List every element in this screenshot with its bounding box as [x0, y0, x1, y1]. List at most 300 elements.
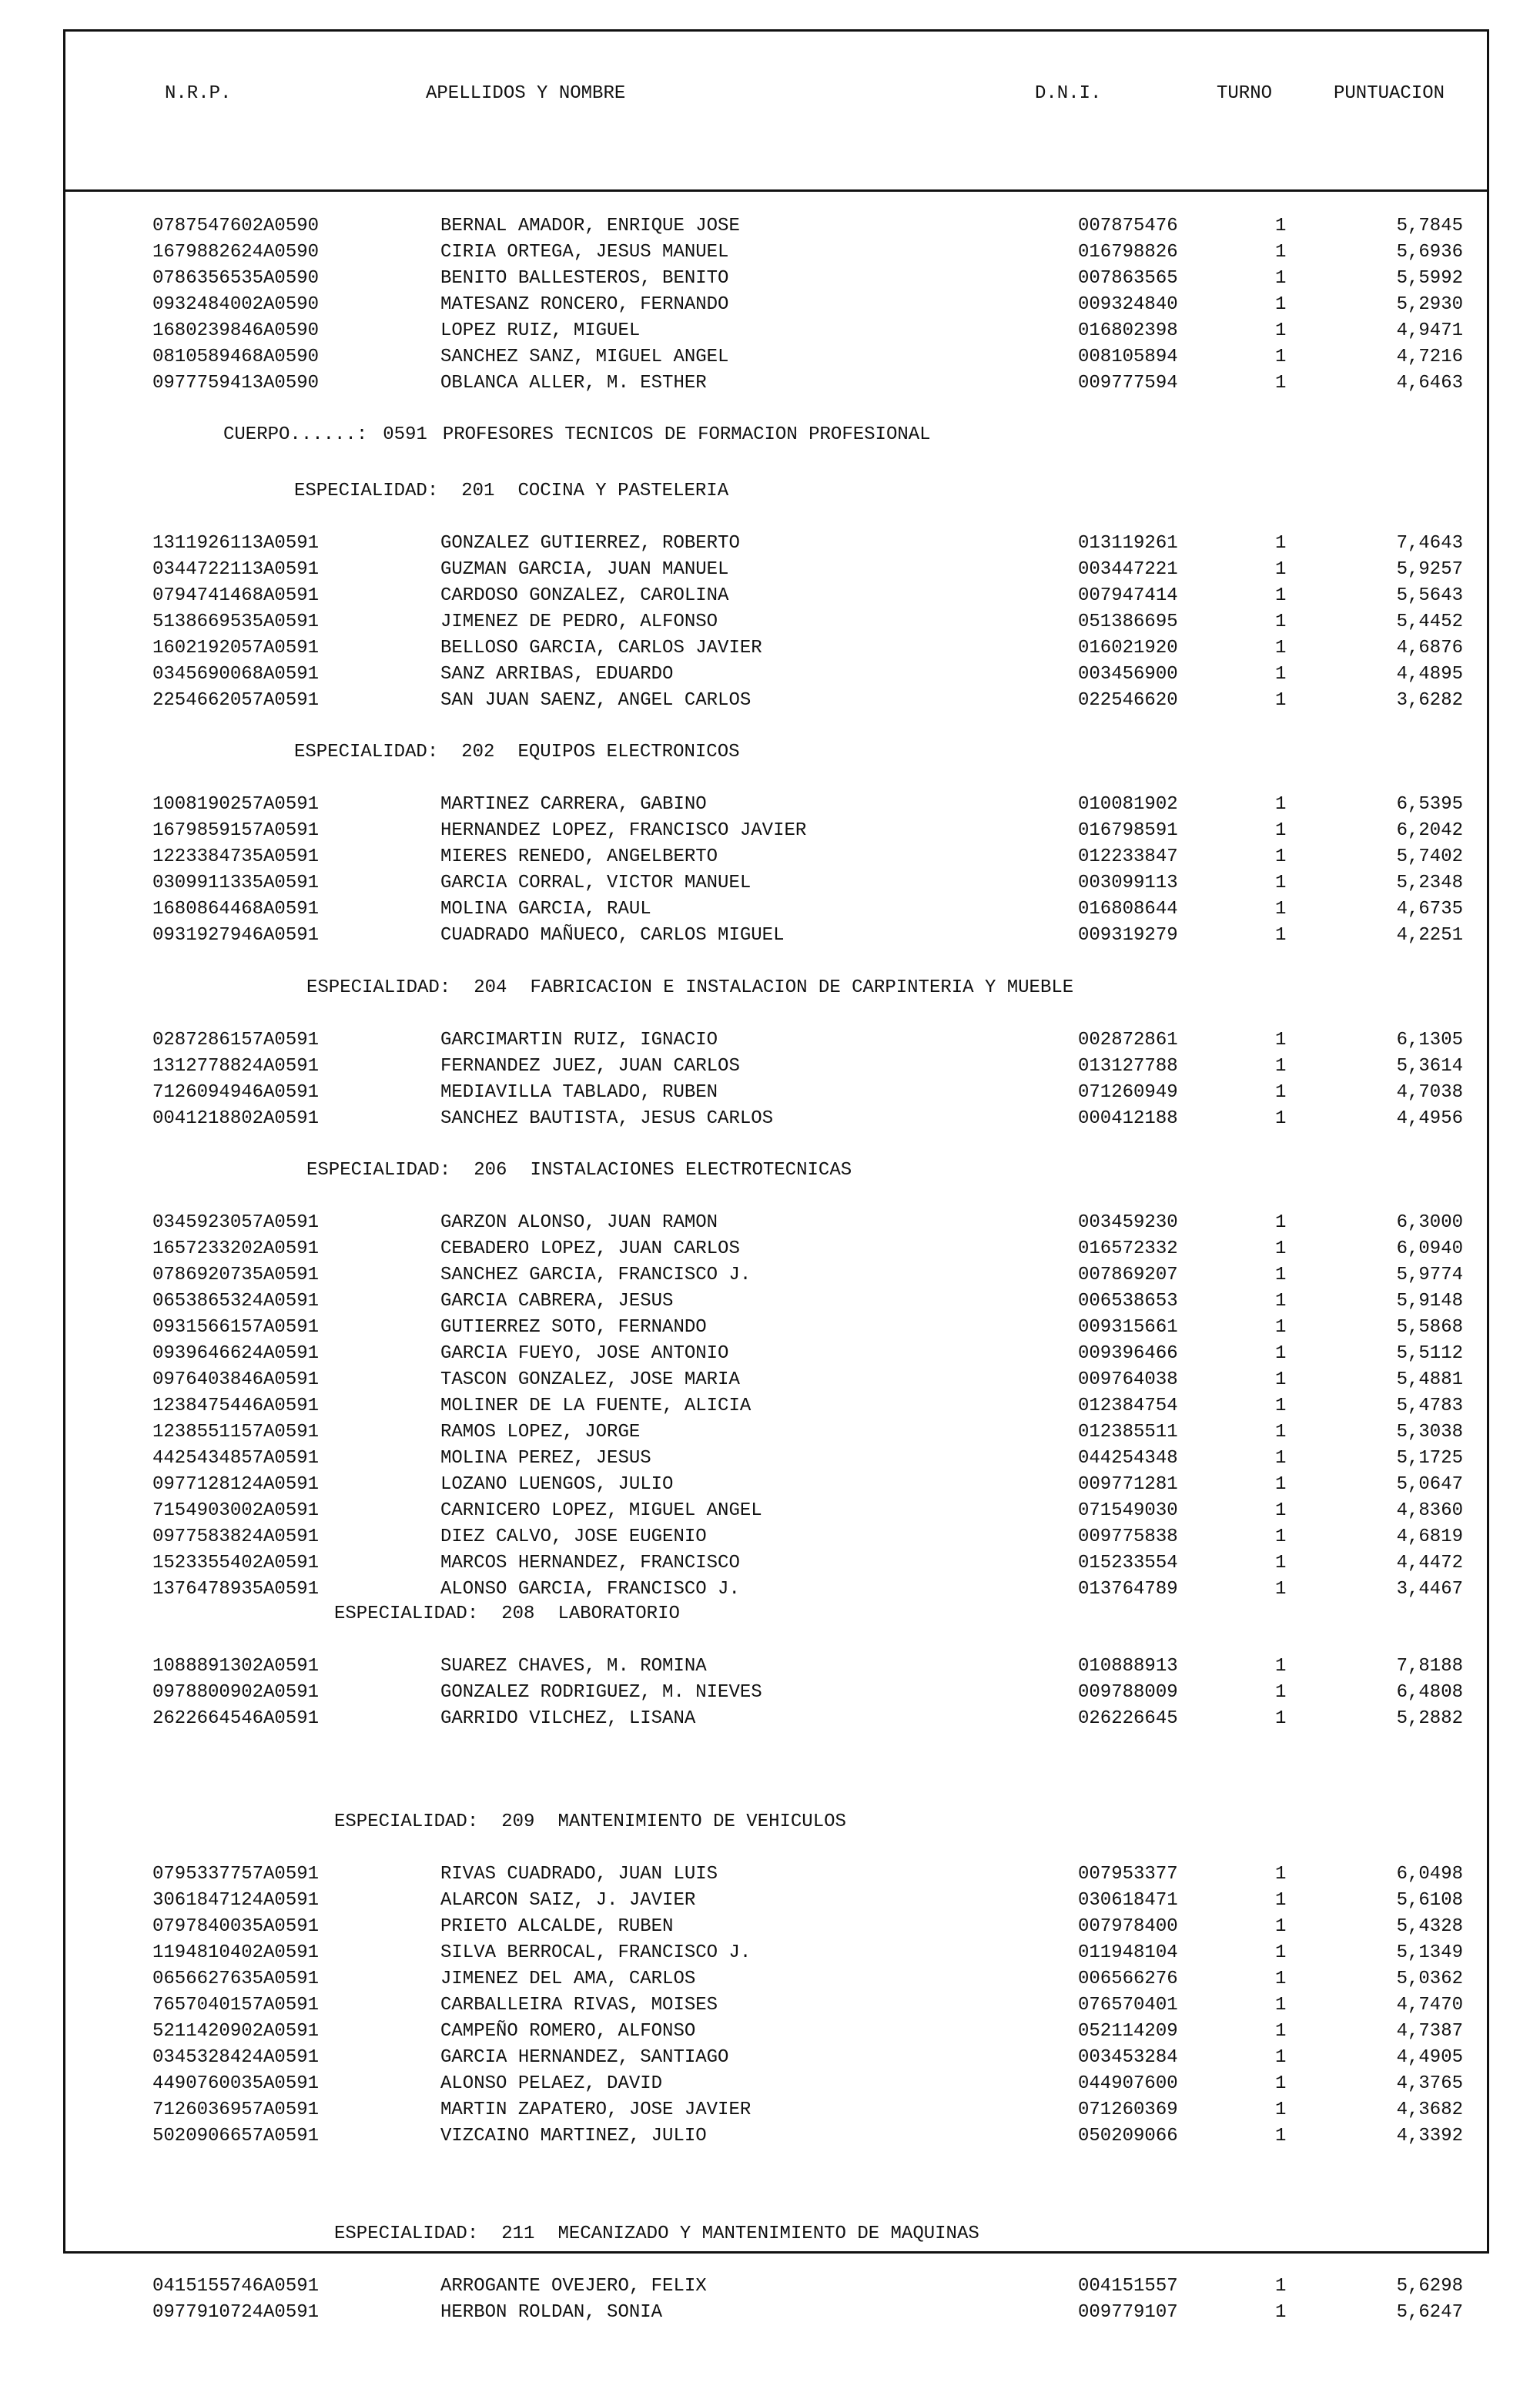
dni-cell: 006566276: [1078, 1969, 1178, 1989]
turno-cell: 1: [1275, 1030, 1287, 1051]
turno-cell: 1: [1275, 373, 1287, 394]
candidate-row: [0, 1916, 1540, 1942]
turno-cell: 1: [1275, 2047, 1287, 2068]
dni-cell: 012385511: [1078, 1422, 1178, 1443]
candidate-row: [0, 1474, 1540, 1500]
dni-cell: 000412188: [1078, 1108, 1178, 1129]
candidate-row: [0, 1682, 1540, 1708]
name-cell: FERNANDEZ JUEZ, JUAN CARLOS: [440, 1056, 740, 1077]
puntuacion-cell: 5,6298: [1396, 2276, 1463, 2297]
header-puntuacion: PUNTUACION: [1334, 83, 1445, 104]
puntuacion-cell: 4,3392: [1396, 2126, 1463, 2146]
puntuacion-cell: 5,0362: [1396, 1969, 1463, 1989]
puntuacion-cell: 6,0940: [1396, 1238, 1463, 1259]
nrp-cell: 1680239846A0590: [152, 320, 320, 341]
candidate-row: [0, 1291, 1540, 1317]
puntuacion-cell: 6,1305: [1396, 1030, 1463, 1051]
nrp-cell: 0041218802A0591: [152, 1108, 320, 1129]
puntuacion-cell: 4,7216: [1396, 347, 1463, 367]
nrp-cell: 0415155746A0591: [152, 2276, 320, 2297]
name-cell: CIRIA ORTEGA, JESUS MANUEL: [440, 242, 729, 263]
name-cell: GARCIA CABRERA, JESUS: [440, 1291, 674, 1312]
turno-cell: 1: [1275, 294, 1287, 315]
name-cell: ALONSO GARCIA, FRANCISCO J.: [440, 1579, 740, 1600]
dni-cell: 015233554: [1078, 1553, 1178, 1573]
turno-cell: 1: [1275, 1942, 1287, 1963]
header-turno: TURNO: [1217, 83, 1273, 104]
candidate-row: [0, 1579, 1540, 1605]
name-cell: CARDOSO GONZALEZ, CAROLINA: [440, 585, 729, 606]
name-cell: MATESANZ RONCERO, FERNANDO: [440, 294, 729, 315]
dni-cell: 008105894: [1078, 347, 1178, 367]
especialidad-heading: [334, 1604, 680, 1624]
nrp-cell: 1376478935A0591: [152, 1579, 320, 1600]
turno-cell: 1: [1275, 1708, 1287, 1729]
especialidad-label: ESPECIALIDAD:: [306, 1160, 451, 1181]
turno-cell: 1: [1275, 533, 1287, 554]
candidate-row: [0, 2047, 1540, 2073]
especialidad-heading: [294, 481, 728, 501]
candidate-row: [0, 268, 1540, 294]
turno-cell: 1: [1275, 1656, 1287, 1677]
puntuacion-cell: 5,6936: [1396, 242, 1463, 263]
nrp-cell: 0656627635A0591: [152, 1969, 320, 1989]
puntuacion-cell: 4,4895: [1396, 664, 1463, 685]
nrp-cell: 0810589468A0590: [152, 347, 320, 367]
name-cell: VIZCAINO MARTINEZ, JULIO: [440, 2126, 707, 2146]
dni-cell: 044254348: [1078, 1448, 1178, 1469]
candidate-row: [0, 1317, 1540, 1343]
candidate-row: [0, 1969, 1540, 1995]
candidate-row: [0, 1708, 1540, 1734]
nrp-cell: 0976403846A0591: [152, 1369, 320, 1390]
puntuacion-cell: 3,6282: [1396, 690, 1463, 711]
turno-cell: 1: [1275, 664, 1287, 685]
especialidad-code: 211: [501, 2223, 535, 2244]
candidate-row: [0, 559, 1540, 585]
especialidad-label: ESPECIALIDAD:: [294, 742, 439, 762]
candidate-row: [0, 1238, 1540, 1265]
candidate-row: [0, 2073, 1540, 2099]
dni-cell: 009788009: [1078, 1682, 1178, 1703]
puntuacion-cell: 5,9148: [1396, 1291, 1463, 1312]
nrp-cell: 0931927946A0591: [152, 925, 320, 946]
name-cell: SUAREZ CHAVES, M. ROMINA: [440, 1656, 707, 1677]
candidate-row: [0, 1056, 1540, 1082]
dni-cell: 003447221: [1078, 559, 1178, 580]
dni-cell: 044907600: [1078, 2073, 1178, 2094]
name-cell: GARCIMARTIN RUIZ, IGNACIO: [440, 1030, 718, 1051]
dni-cell: 010888913: [1078, 1656, 1178, 1677]
nrp-cell: 1680864468A0591: [152, 899, 320, 920]
turno-cell: 1: [1275, 1448, 1287, 1469]
turno-cell: 1: [1275, 1890, 1287, 1911]
name-cell: GARCIA CORRAL, VICTOR MANUEL: [440, 873, 752, 893]
name-cell: SANCHEZ GARCIA, FRANCISCO J.: [440, 1265, 752, 1285]
nrp-cell: 0309911335A0591: [152, 873, 320, 893]
puntuacion-cell: 4,6876: [1396, 638, 1463, 658]
candidate-row: [0, 1082, 1540, 1108]
dni-cell: 016808644: [1078, 899, 1178, 920]
name-cell: CARNICERO LOPEZ, MIGUEL ANGEL: [440, 1500, 762, 1521]
name-cell: GARCIA FUEYO, JOSE ANTONIO: [440, 1343, 729, 1364]
nrp-cell: 1523355402A0591: [152, 1553, 320, 1573]
turno-cell: 1: [1275, 347, 1287, 367]
name-cell: SILVA BERROCAL, FRANCISCO J.: [440, 1942, 752, 1963]
header-nrp: N.R.P.: [165, 83, 232, 104]
candidate-row: [0, 1448, 1540, 1474]
turno-cell: 1: [1275, 1369, 1287, 1390]
dni-cell: 016798591: [1078, 820, 1178, 841]
name-cell: CUADRADO MAÑUECO, CARLOS MIGUEL: [440, 925, 785, 946]
candidate-row: [0, 1212, 1540, 1238]
turno-cell: 1: [1275, 559, 1287, 580]
nrp-cell: 1679882624A0590: [152, 242, 320, 263]
dni-cell: 003456900: [1078, 664, 1178, 685]
nrp-cell: 1679859157A0591: [152, 820, 320, 841]
dni-cell: 012233847: [1078, 846, 1178, 867]
turno-cell: 1: [1275, 1343, 1287, 1364]
candidate-row: [0, 2099, 1540, 2126]
header-nombre: APELLIDOS Y NOMBRE: [426, 83, 626, 104]
nrp-cell: 5211420902A0591: [152, 2021, 320, 2042]
especialidad-code: 201: [461, 481, 495, 501]
dni-cell: 007863565: [1078, 268, 1178, 289]
dni-cell: 016802398: [1078, 320, 1178, 341]
nrp-cell: 0344722113A0591: [152, 559, 320, 580]
dni-cell: 009779107: [1078, 2302, 1178, 2323]
puntuacion-cell: 5,4452: [1396, 612, 1463, 632]
dni-cell: 071260949: [1078, 1082, 1178, 1103]
turno-cell: 1: [1275, 2099, 1287, 2120]
turno-cell: 1: [1275, 2073, 1287, 2094]
nrp-cell: 1238475446A0591: [152, 1396, 320, 1416]
nrp-cell: 5138669535A0591: [152, 612, 320, 632]
candidate-row: [0, 347, 1540, 373]
candidate-row: [0, 1526, 1540, 1553]
turno-cell: 1: [1275, 1082, 1287, 1103]
dni-cell: 003453284: [1078, 2047, 1178, 2068]
cuerpo-label: CUERPO......:: [223, 424, 368, 445]
candidate-row: [0, 1553, 1540, 1579]
candidate-row: [0, 2276, 1540, 2302]
candidate-row: [0, 585, 1540, 612]
name-cell: RAMOS LOPEZ, JORGE: [440, 1422, 641, 1443]
nrp-cell: 7154903002A0591: [152, 1500, 320, 1521]
dni-cell: 076570401: [1078, 1995, 1178, 2016]
turno-cell: 1: [1275, 1500, 1287, 1521]
dni-cell: 004151557: [1078, 2276, 1178, 2297]
turno-cell: 1: [1275, 794, 1287, 815]
puntuacion-cell: 5,9774: [1396, 1265, 1463, 1285]
name-cell: GARRIDO VILCHEZ, LISANA: [440, 1708, 696, 1729]
especialidad-label: ESPECIALIDAD:: [294, 481, 439, 501]
name-cell: ALONSO PELAEZ, DAVID: [440, 2073, 663, 2094]
dni-cell: 009315661: [1078, 1317, 1178, 1338]
candidate-row: [0, 373, 1540, 399]
puntuacion-cell: 5,6108: [1396, 1890, 1463, 1911]
nrp-cell: 4490760035A0591: [152, 2073, 320, 2094]
nrp-cell: 1088891302A0591: [152, 1656, 320, 1677]
puntuacion-cell: 5,9257: [1396, 559, 1463, 580]
puntuacion-cell: 5,2348: [1396, 873, 1463, 893]
nrp-cell: 7126094946A0591: [152, 1082, 320, 1103]
name-cell: SANZ ARRIBAS, EDUARDO: [440, 664, 674, 685]
turno-cell: 1: [1275, 899, 1287, 920]
dni-cell: 009324840: [1078, 294, 1178, 315]
puntuacion-cell: 5,1349: [1396, 1942, 1463, 1963]
turno-cell: 1: [1275, 690, 1287, 711]
cuerpo-code: 0591: [383, 424, 427, 445]
candidate-row: [0, 690, 1540, 716]
dni-cell: 007978400: [1078, 1916, 1178, 1937]
name-cell: CEBADERO LOPEZ, JUAN CARLOS: [440, 1238, 740, 1259]
turno-cell: 1: [1275, 1238, 1287, 1259]
candidate-row: [0, 1995, 1540, 2021]
puntuacion-cell: 4,3765: [1396, 2073, 1463, 2094]
turno-cell: 1: [1275, 585, 1287, 606]
candidate-row: [0, 216, 1540, 242]
puntuacion-cell: 5,2882: [1396, 1708, 1463, 1729]
especialidad-label: ESPECIALIDAD:: [334, 1811, 479, 1832]
puntuacion-cell: 4,7387: [1396, 2021, 1463, 2042]
candidate-row: [0, 638, 1540, 664]
name-cell: HERNANDEZ LOPEZ, FRANCISCO JAVIER: [440, 820, 807, 841]
name-cell: GARCIA HERNANDEZ, SANTIAGO: [440, 2047, 729, 2068]
candidate-row: [0, 1030, 1540, 1056]
turno-cell: 1: [1275, 242, 1287, 263]
turno-cell: 1: [1275, 925, 1287, 946]
dni-cell: 009771281: [1078, 1474, 1178, 1495]
puntuacion-cell: 3,4467: [1396, 1579, 1463, 1600]
dni-cell: 013127788: [1078, 1056, 1178, 1077]
especialidad-code: 206: [474, 1160, 507, 1181]
name-cell: MOLINER DE LA FUENTE, ALICIA: [440, 1396, 752, 1416]
dni-cell: 006538653: [1078, 1291, 1178, 1312]
candidate-row: [0, 1343, 1540, 1369]
especialidad-label: ESPECIALIDAD:: [306, 977, 451, 998]
turno-cell: 1: [1275, 1553, 1287, 1573]
nrp-cell: 1602192057A0591: [152, 638, 320, 658]
turno-cell: 1: [1275, 1526, 1287, 1547]
name-cell: RIVAS CUADRADO, JUAN LUIS: [440, 1864, 718, 1885]
candidate-row: [0, 1369, 1540, 1396]
name-cell: TASCON GONZALEZ, JOSE MARIA: [440, 1369, 740, 1390]
especialidad-heading: [294, 742, 740, 762]
name-cell: GARZON ALONSO, JUAN RAMON: [440, 1212, 718, 1233]
especialidad-code: 202: [461, 742, 495, 762]
especialidad-code: 204: [474, 977, 507, 998]
candidate-row: [0, 846, 1540, 873]
puntuacion-cell: 4,6735: [1396, 899, 1463, 920]
cuerpo-heading: [223, 424, 931, 445]
candidate-row: [0, 873, 1540, 899]
name-cell: LOZANO LUENGOS, JULIO: [440, 1474, 674, 1495]
nrp-cell: 0345328424A0591: [152, 2047, 320, 2068]
turno-cell: 1: [1275, 1265, 1287, 1285]
nrp-cell: 0797840035A0591: [152, 1916, 320, 1937]
nrp-cell: 1194810402A0591: [152, 1942, 320, 1963]
puntuacion-cell: 5,4328: [1396, 1916, 1463, 1937]
candidate-row: [0, 899, 1540, 925]
candidate-row: [0, 1500, 1540, 1526]
name-cell: MARTINEZ CARRERA, GABINO: [440, 794, 707, 815]
nrp-cell: 0977910724A0591: [152, 2302, 320, 2323]
name-cell: GUTIERREZ SOTO, FERNANDO: [440, 1317, 707, 1338]
puntuacion-cell: 5,7402: [1396, 846, 1463, 867]
dni-cell: 051386695: [1078, 612, 1178, 632]
dni-cell: 013764789: [1078, 1579, 1178, 1600]
name-cell: MARTIN ZAPATERO, JOSE JAVIER: [440, 2099, 752, 2120]
especialidad-heading: [306, 1160, 852, 1181]
dni-cell: 009764038: [1078, 1369, 1178, 1390]
candidate-row: [0, 1656, 1540, 1682]
nrp-cell: 1311926113A0591: [152, 533, 320, 554]
turno-cell: 1: [1275, 1969, 1287, 1989]
nrp-cell: 2254662057A0591: [152, 690, 320, 711]
turno-cell: 1: [1275, 1916, 1287, 1937]
name-cell: PRIETO ALCALDE, RUBEN: [440, 1916, 674, 1937]
name-cell: DIEZ CALVO, JOSE EUGENIO: [440, 1526, 707, 1547]
nrp-cell: 2622664546A0591: [152, 1708, 320, 1729]
puntuacion-cell: 5,5868: [1396, 1317, 1463, 1338]
candidate-row: [0, 794, 1540, 820]
cuerpo-name: PROFESORES TECNICOS DE FORMACION PROFESIONAL: [442, 424, 931, 445]
nrp-cell: 0787547602A0590: [152, 216, 320, 236]
candidate-row: [0, 1396, 1540, 1422]
dni-cell: 007953377: [1078, 1864, 1178, 1885]
turno-cell: 1: [1275, 612, 1287, 632]
dni-cell: 009319279: [1078, 925, 1178, 946]
puntuacion-cell: 7,8188: [1396, 1656, 1463, 1677]
turno-cell: 1: [1275, 1212, 1287, 1233]
nrp-cell: 1657233202A0591: [152, 1238, 320, 1259]
dni-cell: 016021920: [1078, 638, 1178, 658]
puntuacion-cell: 6,4808: [1396, 1682, 1463, 1703]
dni-cell: 011948104: [1078, 1942, 1178, 1963]
candidate-row: [0, 1422, 1540, 1448]
candidate-row: [0, 294, 1540, 320]
name-cell: GONZALEZ GUTIERREZ, ROBERTO: [440, 533, 740, 554]
puntuacion-cell: 6,3000: [1396, 1212, 1463, 1233]
name-cell: BERNAL AMADOR, ENRIQUE JOSE: [440, 216, 740, 236]
dni-cell: 026226645: [1078, 1708, 1178, 1729]
name-cell: MARCOS HERNANDEZ, FRANCISCO: [440, 1553, 740, 1573]
puntuacion-cell: 5,2930: [1396, 294, 1463, 315]
especialidad-name: INSTALACIONES ELECTROTECNICAS: [530, 1160, 852, 1181]
puntuacion-cell: 5,5112: [1396, 1343, 1463, 1364]
name-cell: HERBON ROLDAN, SONIA: [440, 2302, 663, 2323]
candidate-row: [0, 925, 1540, 951]
turno-cell: 1: [1275, 2021, 1287, 2042]
especialidad-name: LABORATORIO: [557, 1604, 680, 1624]
turno-cell: 1: [1275, 2276, 1287, 2297]
turno-cell: 1: [1275, 1474, 1287, 1495]
candidate-row: [0, 612, 1540, 638]
dni-cell: 009777594: [1078, 373, 1178, 394]
puntuacion-cell: 4,6463: [1396, 373, 1463, 394]
dni-cell: 071260369: [1078, 2099, 1178, 2120]
name-cell: MOLINA PEREZ, JESUS: [440, 1448, 651, 1469]
candidate-row: [0, 320, 1540, 347]
especialidad-name: FABRICACION E INSTALACION DE CARPINTERIA Y MUEBLE: [530, 977, 1074, 998]
nrp-cell: 3061847124A0591: [152, 1890, 320, 1911]
dni-cell: 030618471: [1078, 1890, 1178, 1911]
name-cell: GUZMAN GARCIA, JUAN MANUEL: [440, 559, 729, 580]
turno-cell: 1: [1275, 1108, 1287, 1129]
turno-cell: 1: [1275, 1682, 1287, 1703]
nrp-cell: 0932484002A0590: [152, 294, 320, 315]
puntuacion-cell: 5,4881: [1396, 1369, 1463, 1390]
turno-cell: 1: [1275, 873, 1287, 893]
name-cell: ARROGANTE OVEJERO, FELIX: [440, 2276, 707, 2297]
turno-cell: 1: [1275, 1579, 1287, 1600]
puntuacion-cell: 6,2042: [1396, 820, 1463, 841]
name-cell: GONZALEZ RODRIGUEZ, M. NIEVES: [440, 1682, 762, 1703]
nrp-cell: 0978800902A0591: [152, 1682, 320, 1703]
name-cell: MEDIAVILLA TABLADO, RUBEN: [440, 1082, 718, 1103]
turno-cell: 1: [1275, 216, 1287, 236]
candidate-row: [0, 820, 1540, 846]
dni-cell: 007875476: [1078, 216, 1178, 236]
puntuacion-cell: 5,5992: [1396, 268, 1463, 289]
turno-cell: 1: [1275, 2126, 1287, 2146]
especialidad-heading: [334, 2223, 979, 2244]
name-cell: CARBALLEIRA RIVAS, MOISES: [440, 1995, 718, 2016]
nrp-cell: 0345690068A0591: [152, 664, 320, 685]
name-cell: LOPEZ RUIZ, MIGUEL: [440, 320, 641, 341]
nrp-cell: 0345923057A0591: [152, 1212, 320, 1233]
dni-cell: 003459230: [1078, 1212, 1178, 1233]
puntuacion-cell: 5,4783: [1396, 1396, 1463, 1416]
name-cell: MOLINA GARCIA, RAUL: [440, 899, 651, 920]
dni-cell: 007947414: [1078, 585, 1178, 606]
name-cell: SANCHEZ BAUTISTA, JESUS CARLOS: [440, 1108, 774, 1129]
nrp-cell: 1223384735A0591: [152, 846, 320, 867]
name-cell: JIMENEZ DE PEDRO, ALFONSO: [440, 612, 718, 632]
dni-cell: 013119261: [1078, 533, 1178, 554]
puntuacion-cell: 4,7038: [1396, 1082, 1463, 1103]
nrp-cell: 1008190257A0591: [152, 794, 320, 815]
dni-cell: 003099113: [1078, 873, 1178, 893]
puntuacion-cell: 5,6247: [1396, 2302, 1463, 2323]
turno-cell: 1: [1275, 2302, 1287, 2323]
especialidad-code: 209: [501, 1811, 535, 1832]
puntuacion-cell: 4,2251: [1396, 925, 1463, 946]
dni-cell: 050209066: [1078, 2126, 1178, 2146]
turno-cell: 1: [1275, 268, 1287, 289]
puntuacion-cell: 6,5395: [1396, 794, 1463, 815]
candidate-row: [0, 1265, 1540, 1291]
candidate-row: [0, 1942, 1540, 1969]
nrp-cell: 0931566157A0591: [152, 1317, 320, 1338]
puntuacion-cell: 4,8360: [1396, 1500, 1463, 1521]
nrp-cell: 0287286157A0591: [152, 1030, 320, 1051]
turno-cell: 1: [1275, 1396, 1287, 1416]
turno-cell: 1: [1275, 1317, 1287, 1338]
puntuacion-cell: 5,3038: [1396, 1422, 1463, 1443]
turno-cell: 1: [1275, 1995, 1287, 2016]
turno-cell: 1: [1275, 1422, 1287, 1443]
candidate-row: [0, 664, 1540, 690]
puntuacion-cell: 4,7470: [1396, 1995, 1463, 2016]
puntuacion-cell: 4,6819: [1396, 1526, 1463, 1547]
nrp-cell: 0794741468A0591: [152, 585, 320, 606]
puntuacion-cell: 5,0647: [1396, 1474, 1463, 1495]
especialidad-name: COCINA Y PASTELERIA: [517, 481, 729, 501]
turno-cell: 1: [1275, 1056, 1287, 1077]
dni-cell: 007869207: [1078, 1265, 1178, 1285]
